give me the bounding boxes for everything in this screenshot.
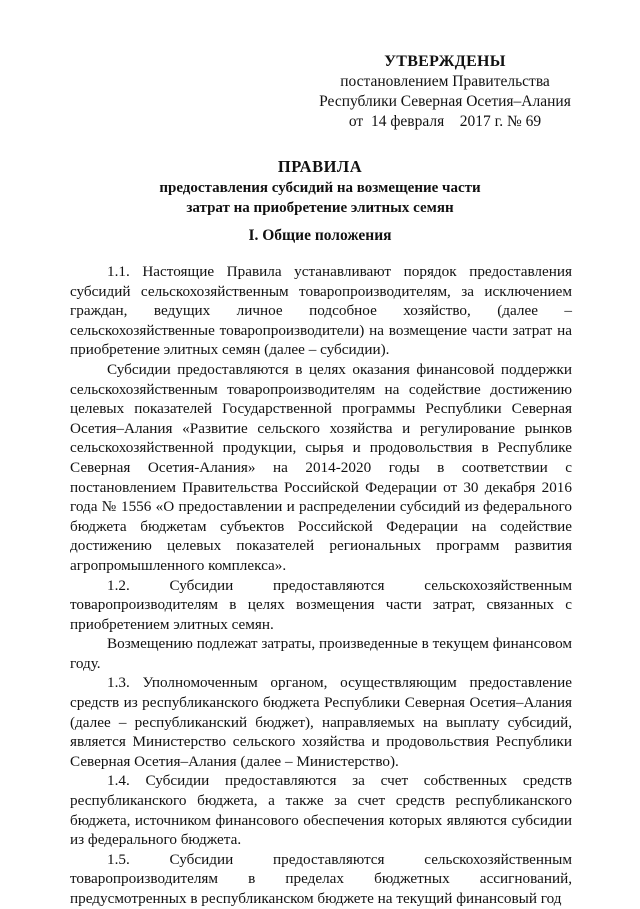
document-subtitle-line-1: предоставления субсидий на возмещение части: [159, 180, 481, 196]
paragraph-1-5: 1.5. Субсидии предоставляются сельскохозяйственным товаропроизводителям в пределах бюджетных ассигнований, предусмотренных в республиканском бюджете на текущий финансовый год: [70, 850, 572, 907]
paragraph-1-2: 1.2. Субсидии предоставляются сельскохозяйственным товаропроизводителям в целях возмещения части затрат, связанных с приобретением элитных семян.: [70, 576, 572, 633]
approval-stamp: [300, 52, 590, 132]
section-title: I. Общие положения: [248, 227, 392, 244]
approval-line-2: Республики Северная Осетия–Алания: [319, 93, 571, 110]
approval-title: УТВЕРЖДЕНЫ: [384, 53, 506, 70]
paragraph-1-4: 1.4. Субсидии предоставляются за счет собственных средств республиканского бюджета, а также за счет средств республиканского бюджета, источником финансового обеспечения которых являются субсидии из федерального бюджета.: [70, 772, 572, 849]
document-body: [70, 262, 572, 909]
paragraph-1-1-purpose: Субсидии предоставляются в целях оказания финансовой поддержки сельскохозяйственным товаропроизводителям на содействие достижению целевых показателей Государственной программы Республики Северная Осетия–Алания «Развитие сельского хозяйства и регулирование рынков сельскохозяйственной продукции, сырья и продовольствия в Республике Северная Осетия-Алания» на 2014-2020 годы в соответствии с постановлением Правительства Российской Федерации от 30 декабря 2016 года № 1556 «О предоставлении и распределении субсидий из федерального бюджета бюджетам субъектов Российской Федерации на содействие достижению целевых показателей региональных программ развития агропромышленного комплекса».: [70, 360, 572, 574]
document-subtitle-line-2: затрат на приобретение элитных семян: [186, 200, 454, 216]
paragraph-1-3: 1.3. Уполномоченным органом, осуществляющим предоставление средств из республиканского бюджета Республики Северная Осетия–Алания (далее – республиканский бюджет), направляемых на выплату субсидий, является Министерство сельского хозяйства и продовольствия Республики Северная Осетия–Алания (далее – Министерство).: [70, 674, 572, 770]
approval-line-1: постановлением Правительства: [340, 73, 550, 90]
document-heading: [70, 156, 570, 218]
paragraph-1-1: 1.1. Настоящие Правила устанавливают порядок предоставления субсидий сельскохозяйственным товаропроизводителям, за исключением граждан, ведущих личное подсобное хозяйство, (далее – сельскохозяйственные товаропроизводители) на возмещение части затрат на приобретение элитных семян (далее – субсидии).: [70, 263, 572, 359]
paragraph-1-2-costs: Возмещению подлежат затраты, произведенные в текущем финансовом году.: [70, 635, 572, 672]
approval-line-3: от 14 февраля 2017 г. № 69: [348, 113, 542, 130]
document-title: ПРАВИЛА: [277, 157, 363, 176]
